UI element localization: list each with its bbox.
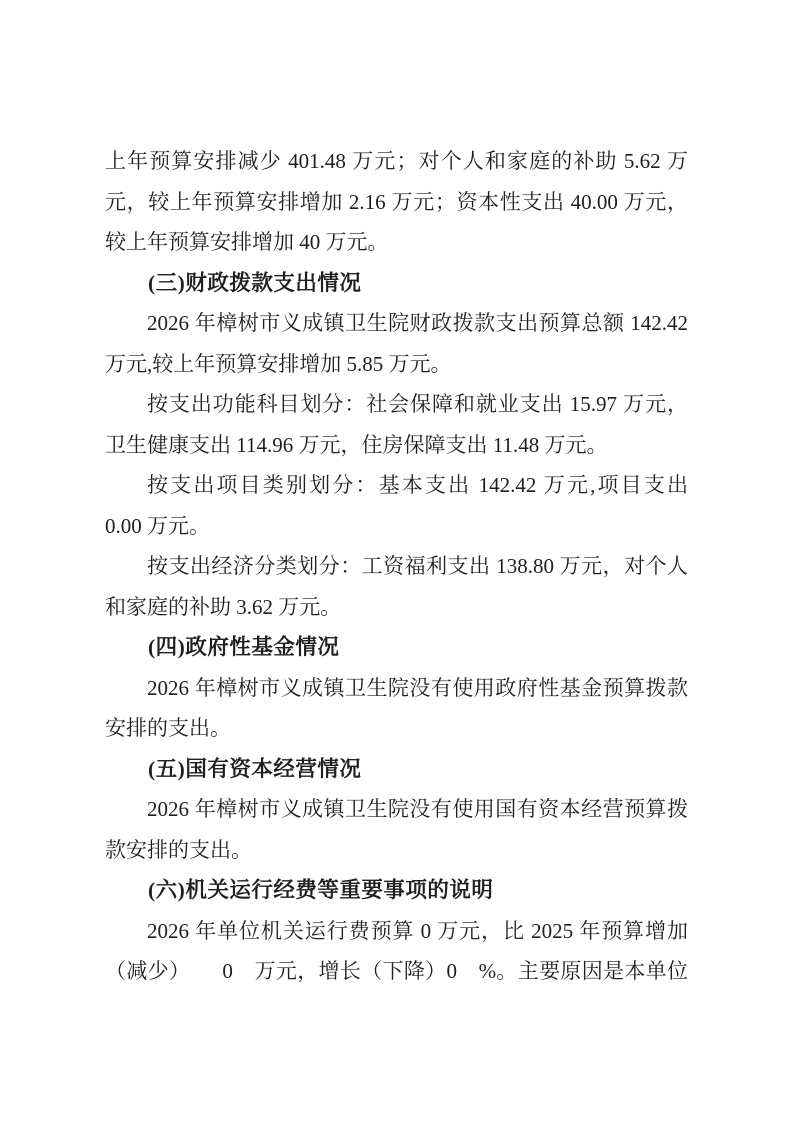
section-heading-state-capital-operation: (五)国有资本经营情况 bbox=[148, 756, 362, 781]
para-state-capital-operation bbox=[105, 789, 688, 870]
para-by-project-category bbox=[105, 465, 688, 546]
text-line: 2026 年单位机关运行费预算 0 万元，比 2025 年预算增加 bbox=[147, 918, 688, 943]
text-line: 0.00 万元。 bbox=[105, 513, 210, 538]
text-line: 按支出功能科目划分：社会保障和就业支出 15.97 万元， bbox=[147, 392, 688, 416]
text-line: （减少） 0 万元，增长（下降）0 %。主要原因是本单位 bbox=[105, 959, 688, 983]
text-line: 元，较上年预算安排增加 2.16 万元；资本性支出 40.00 万元， bbox=[105, 189, 688, 214]
section-heading-operating-expense-note: (六)机关运行经费等重要事项的说明 bbox=[148, 878, 494, 902]
para-by-function-category bbox=[105, 384, 688, 465]
text-line: 万元,较上年预算安排增加 5.85 万元。 bbox=[105, 351, 452, 376]
text-line: 2026 年樟树市义成镇卫生院财政拨款支出预算总额 142.42 bbox=[147, 311, 688, 335]
para-prior-year-adjustments bbox=[105, 141, 688, 263]
text-line: 款安排的支出。 bbox=[105, 837, 252, 862]
text-line: 2026 年樟树市义成镇卫生院没有使用国有资本经营预算拨 bbox=[147, 797, 688, 821]
text-line: 上年预算安排减少 401.48 万元；对个人和家庭的补助 5.62 万 bbox=[105, 149, 688, 173]
text-line: 安排的支出。 bbox=[105, 716, 231, 740]
para-operating-expense-budget bbox=[105, 911, 688, 992]
text-line: 按支出经济分类划分：工资福利支出 138.80 万元，对个人 bbox=[147, 554, 688, 578]
text-line: 较上年预算安排增加 40 万元。 bbox=[105, 230, 389, 254]
section-heading-government-fund: (四)政府性基金情况 bbox=[148, 635, 340, 659]
text-line: 按支出项目类别划分：基本支出 142.42 万元,项目支出 bbox=[147, 473, 688, 497]
para-government-fund bbox=[105, 668, 688, 749]
text-line: 和家庭的补助 3.62 万元。 bbox=[105, 594, 342, 619]
text-line: 卫生健康支出 114.96 万元，住房保障支出 11.48 万元。 bbox=[105, 432, 608, 457]
text-line: 2026 年樟树市义成镇卫生院没有使用政府性基金预算拨款 bbox=[147, 675, 688, 700]
para-fiscal-allocation-total bbox=[105, 303, 688, 384]
section-heading-fiscal-allocation-expenditure: (三)财政拨款支出情况 bbox=[148, 270, 362, 295]
para-by-economic-category bbox=[105, 546, 688, 627]
